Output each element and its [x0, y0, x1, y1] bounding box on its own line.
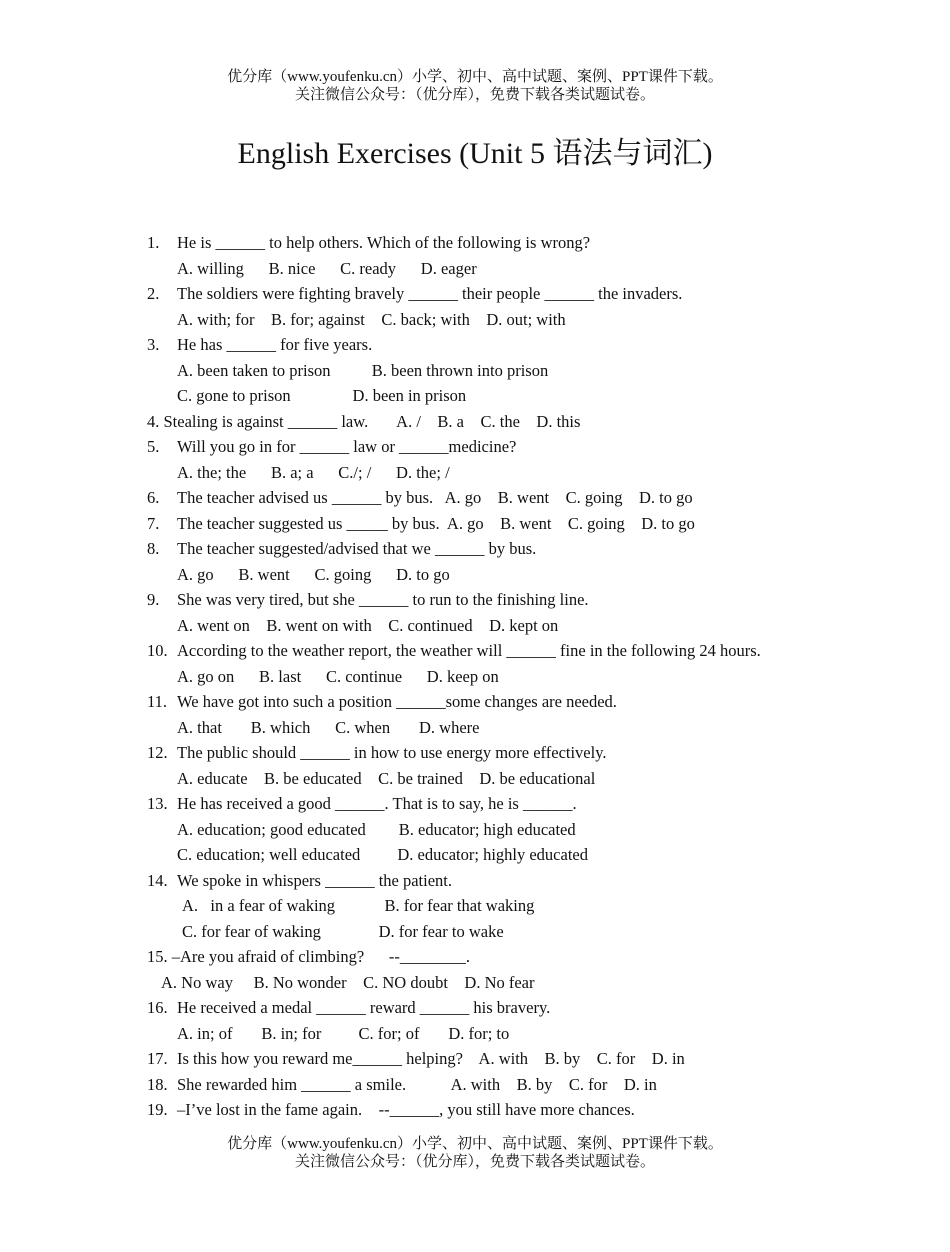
question-line	[147, 689, 927, 715]
question-line	[147, 485, 927, 511]
question-text: The public should ______ in how to use energy more effectively.	[177, 743, 607, 762]
question-number: 10.	[147, 641, 168, 660]
question-number: 6.	[147, 488, 160, 507]
line-text: A. went on B. went on with C. continued D. kept on	[177, 615, 559, 635]
question-line	[147, 434, 927, 460]
question-text: He has ______ for five years.	[177, 335, 373, 354]
question-number: 19.	[147, 1100, 168, 1119]
question-text: He received a medal ______ reward ______ his bravery.	[177, 998, 551, 1017]
question-line	[147, 868, 927, 894]
question-text: He has received a good ______. That is to say, he is ______.	[177, 794, 577, 813]
footer-line-1: 优分库（www.youfenku.cn）小学、初中、高中试题、案例、PPT课件下载。	[227, 1136, 723, 1152]
line-text: A. educate B. be educated C. be trained D. be educational	[177, 768, 596, 788]
line-text: 15. –Are you afraid of climbing? --________.	[147, 947, 471, 966]
line-text: A. go on B. last C. continue D. keep on	[177, 666, 499, 686]
question-line	[147, 281, 927, 307]
line-text: A. go B. went C. going D. to go	[177, 564, 450, 584]
question-number: 13.	[147, 794, 168, 813]
line-text: A. the; the B. a; a C./; / D. the; /	[177, 462, 450, 482]
text-line	[147, 1021, 927, 1047]
question-line	[147, 638, 927, 664]
exercise-list	[147, 230, 927, 1123]
document-title: English Exercises (Unit 5 语法与词汇)	[237, 137, 713, 170]
question-number: 8.	[147, 539, 160, 558]
text-line	[147, 766, 927, 792]
text-line	[147, 664, 927, 690]
line-text: C. for fear of waking D. for fear to wake	[182, 921, 504, 941]
text-line	[147, 970, 927, 996]
question-text: We spoke in whispers ______ the patient.	[177, 870, 452, 890]
text-line	[147, 919, 927, 945]
question-line	[147, 1097, 927, 1123]
text-line	[147, 562, 927, 588]
text-line	[147, 256, 927, 282]
question-text: The soldiers were fighting bravely ______ their people ______ the invaders.	[177, 284, 683, 303]
line-text: A. in; of B. in; for C. for; of D. for; to	[177, 1023, 510, 1043]
text-line	[147, 715, 927, 741]
question-number: 12.	[147, 743, 168, 762]
question-number: 18.	[147, 1074, 168, 1094]
page-header	[0, 68, 950, 104]
question-line	[147, 230, 927, 256]
question-line	[147, 1072, 927, 1098]
question-line	[147, 332, 927, 358]
text-line	[147, 613, 927, 639]
question-number: 3.	[147, 335, 160, 354]
question-text: Is this how you reward me______ helping? A. with B. by C. for D. in	[177, 1049, 685, 1068]
question-line	[147, 587, 927, 613]
header-line-2: 关注微信公众号：（优分库），免费下载各类试题试卷。	[294, 87, 655, 103]
question-line	[147, 791, 927, 817]
question-text: Will you go in for ______ law or ______medicine?	[177, 437, 517, 456]
text-line	[147, 358, 927, 384]
footer-line-2: 关注微信公众号：（优分库），免费下载各类试题试卷。	[294, 1154, 655, 1170]
text-line	[147, 307, 927, 333]
line-text: 4. Stealing is against ______ law. A. / B. a C. the D. this	[147, 411, 581, 431]
question-text: The teacher advised us ______ by bus. A. go B. went C. going D. to go	[177, 488, 693, 507]
line-text: A. willing B. nice C. ready D. eager	[177, 258, 477, 278]
line-text: A. with; for B. for; against C. back; with D. out; with	[177, 309, 566, 329]
question-number: 11.	[147, 692, 168, 711]
line-text: A. education; good educated B. educator; high educated	[177, 819, 576, 839]
question-text: She was very tired, but she ______ to run to the finishing line.	[177, 590, 589, 609]
question-number: 17.	[147, 1049, 168, 1068]
question-text: She rewarded him ______ a smile. A. with B. by C. for D. in	[177, 1074, 657, 1094]
question-text: According to the weather report, the weather will ______ fine in the following 24 hours.	[177, 641, 761, 660]
question-number: 14.	[147, 870, 168, 890]
question-number: 2.	[147, 284, 160, 303]
question-text: –I’ve lost in the fame again. --______, you still have more chances.	[177, 1100, 635, 1119]
question-line	[147, 995, 927, 1021]
question-text: He is ______ to help others. Which of the following is wrong?	[177, 233, 591, 252]
question-text: The teacher suggested/advised that we ______ by bus.	[177, 539, 537, 558]
line-text: A. in a fear of waking B. for fear that waking	[182, 896, 535, 915]
question-number: 9.	[147, 590, 160, 609]
text-line	[147, 842, 927, 868]
text-line	[147, 817, 927, 843]
line-text: C. gone to prison D. been in prison	[177, 386, 467, 405]
question-line	[147, 1046, 927, 1072]
page-footer	[0, 1135, 950, 1171]
question-line	[147, 740, 927, 766]
question-number: 5.	[147, 437, 160, 456]
text-line	[147, 944, 927, 970]
text-line	[147, 383, 927, 409]
question-text: The teacher suggested us _____ by bus. A. go B. went C. going D. to go	[177, 513, 695, 533]
line-text: A. No way B. No wonder C. NO doubt D. No fear	[161, 972, 535, 992]
text-line	[147, 893, 927, 919]
question-line	[147, 536, 927, 562]
question-number: 16.	[147, 998, 168, 1017]
text-line	[147, 460, 927, 486]
text-line	[147, 409, 927, 435]
line-text: A. that B. which C. when D. where	[177, 717, 480, 737]
question-number: 1.	[147, 233, 160, 252]
question-line	[147, 511, 927, 537]
line-text: A. been taken to prison B. been thrown into prison	[177, 360, 549, 380]
header-line-1: 优分库（www.youfenku.cn）小学、初中、高中试题、案例、PPT课件下载。	[227, 69, 723, 85]
question-number: 7.	[147, 513, 160, 533]
question-text: We have got into such a position ______some changes are needed.	[177, 692, 617, 711]
line-text: C. education; well educated D. educator; highly educated	[177, 845, 588, 864]
